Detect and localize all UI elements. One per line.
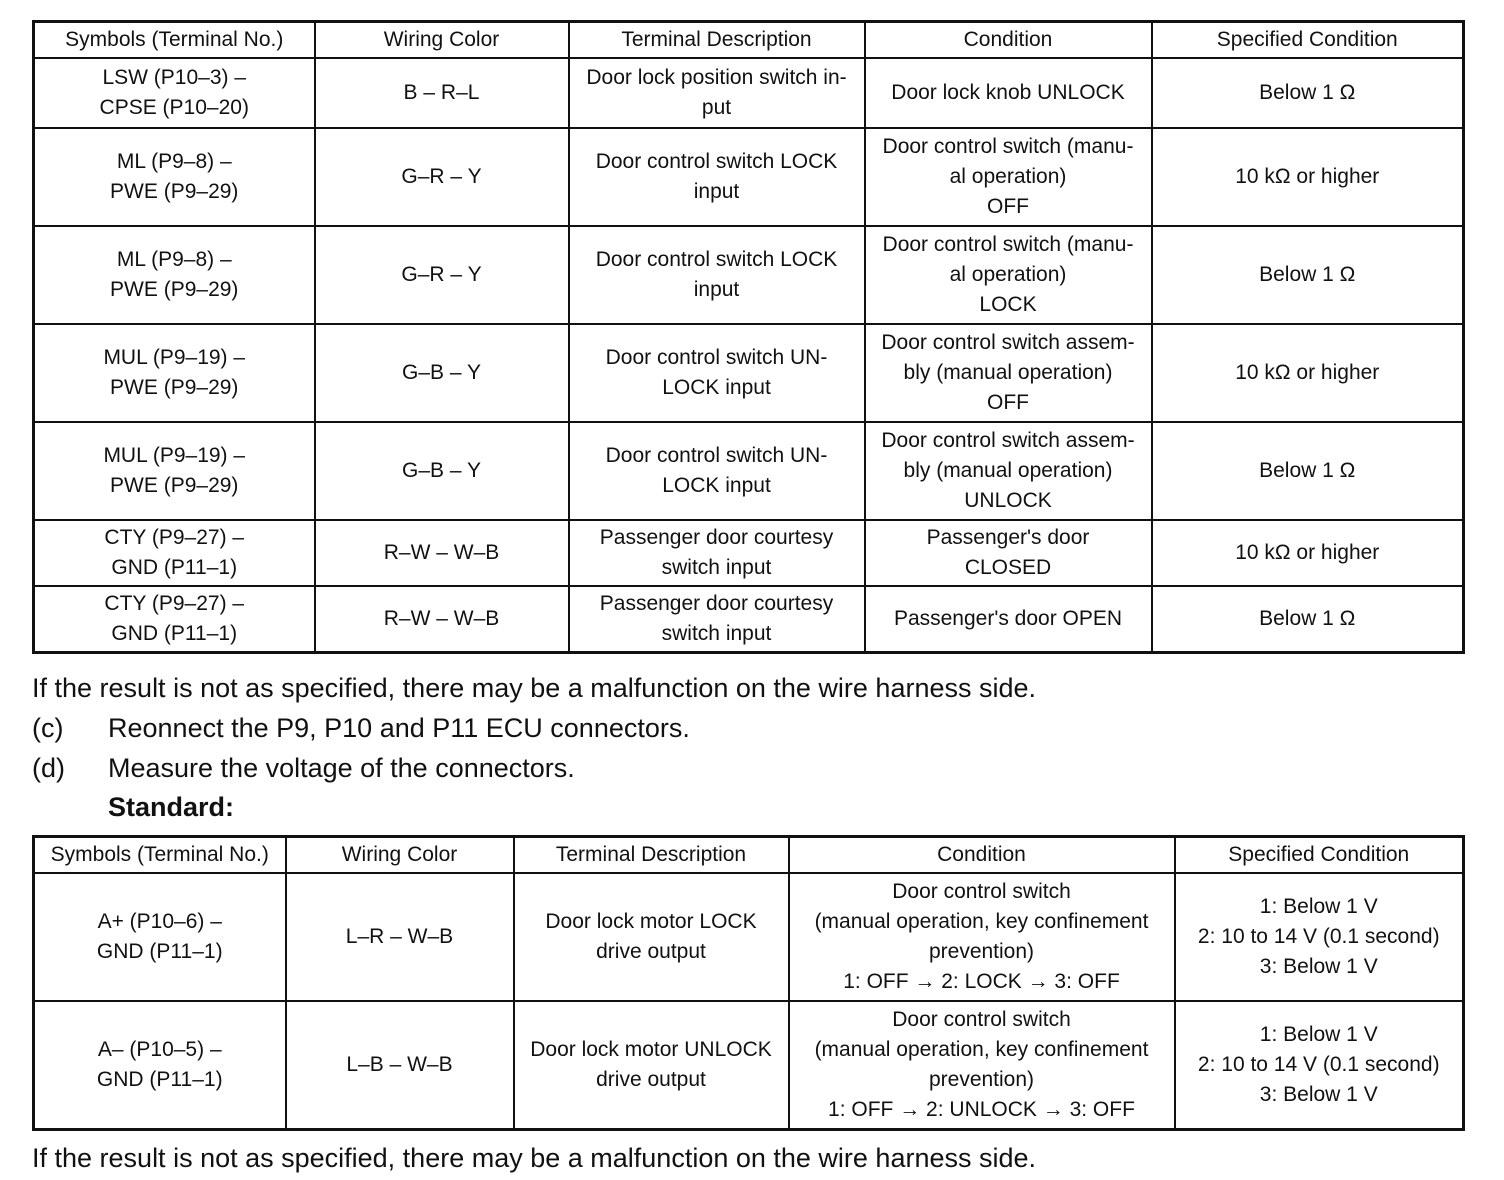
cell-wiring-color: G–R – Y [315,128,569,226]
table-row [34,873,1464,1001]
table-row [34,1001,1464,1130]
step-c-text: Reonnect the P9, P10 and P11 ECU connectors. [108,713,690,743]
cell-terminal-description: Door lock motor LOCK drive output [514,873,789,1001]
cell-condition: Door lock knob UNLOCK [865,58,1152,128]
table-row [34,586,1464,653]
header-wiring-color: Wiring Color [286,837,514,874]
cell-wiring-color: G–R – Y [315,226,569,324]
step-d-text: Measure the voltage of the connectors. [108,753,575,783]
cell-specified-condition: 1: Below 1 V 2: 10 to 14 V (0.1 second) 3: Below 1 V [1175,1001,1464,1130]
step-d [32,750,575,786]
step-c-label: (c) [32,713,64,743]
cell-specified-condition: Below 1 Ω [1152,58,1464,128]
note-wire-harness-2: If the result is not as specified, there may be a malfunction on the wire harness side. [32,1143,1037,1173]
cell-symbols: MUL (P9–19) – PWE (P9–29) [34,324,315,422]
cell-terminal-description: Door control switch LOCK input [569,226,865,324]
cell-wiring-color: R–W – W–B [315,520,569,586]
cell-condition: Door control switch assem- bly (manual operation) OFF [865,324,1152,422]
table-row [34,128,1464,226]
cell-specified-condition: 10 kΩ or higher [1152,520,1464,586]
cell-terminal-description: Door lock motor UNLOCK drive output [514,1001,789,1130]
header-terminal-description: Terminal Description [569,22,865,59]
resistance-spec-table [32,20,1465,654]
cell-wiring-color: L–B – W–B [286,1001,514,1130]
cell-specified-condition: Below 1 Ω [1152,586,1464,653]
cell-wiring-color: L–R – W–B [286,873,514,1001]
cell-specified-condition: Below 1 Ω [1152,422,1464,520]
cell-specified-condition: 1: Below 1 V 2: 10 to 14 V (0.1 second) 3: Below 1 V [1175,873,1464,1001]
table-row [34,324,1464,422]
header-condition: Condition [789,837,1175,874]
cell-condition: Door control switch (manu- al operation) OFF [865,128,1152,226]
step-c [32,710,690,746]
table-row [34,226,1464,324]
cell-specified-condition: 10 kΩ or higher [1152,128,1464,226]
cell-terminal-description: Door control switch UN- LOCK input [569,324,865,422]
header-terminal-description: Terminal Description [514,837,789,874]
step-d-label: (d) [32,753,65,783]
table-header-row [34,837,1464,874]
cell-condition: Passenger's door OPEN [865,586,1152,653]
cell-condition: Passenger's door CLOSED [865,520,1152,586]
cell-specified-condition: Below 1 Ω [1152,226,1464,324]
header-specified-condition: Specified Condition [1175,837,1464,874]
cell-terminal-description: Door lock position switch in- put [569,58,865,128]
cell-condition: Door control switch (manual operation, key confinement prevention) 1: OFF → 2: LOCK → 3: OFF [789,873,1175,1001]
cell-wiring-color: R–W – W–B [315,586,569,653]
cell-condition: Door control switch assem- bly (manual operation) UNLOCK [865,422,1152,520]
cell-condition: Door control switch (manu- al operation) LOCK [865,226,1152,324]
cell-symbols: A– (P10–5) – GND (P11–1) [34,1001,286,1130]
table-header-row [34,22,1464,59]
voltage-spec-table [32,835,1465,1131]
cell-symbols: CTY (P9–27) – GND (P11–1) [34,586,315,653]
cell-terminal-description: Passenger door courtesy switch input [569,586,865,653]
header-specified-condition: Specified Condition [1152,22,1464,59]
cell-wiring-color: G–B – Y [315,422,569,520]
table-row [34,520,1464,586]
cell-symbols: A+ (P10–6) – GND (P11–1) [34,873,286,1001]
cell-condition: Door control switch (manual operation, key confinement prevention) 1: OFF → 2: UNLOCK → 3: OFF [789,1001,1175,1130]
header-symbols: Symbols (Terminal No.) [34,22,315,59]
header-wiring-color: Wiring Color [315,22,569,59]
table-row [34,422,1464,520]
cell-symbols: LSW (P10–3) – CPSE (P10–20) [34,58,315,128]
cell-symbols: MUL (P9–19) – PWE (P9–29) [34,422,315,520]
cell-symbols: ML (P9–8) – PWE (P9–29) [34,226,315,324]
cell-terminal-description: Door control switch UN- LOCK input [569,422,865,520]
table-row [34,58,1464,128]
cell-terminal-description: Door control switch LOCK input [569,128,865,226]
cell-symbols: CTY (P9–27) – GND (P11–1) [34,520,315,586]
header-condition: Condition [865,22,1152,59]
cell-wiring-color: G–B – Y [315,324,569,422]
cell-wiring-color: B – R–L [315,58,569,128]
cell-specified-condition: 10 kΩ or higher [1152,324,1464,422]
note-wire-harness: If the result is not as specified, there may be a malfunction on the wire harness side. [32,673,1037,703]
header-symbols: Symbols (Terminal No.) [34,837,286,874]
cell-symbols: ML (P9–8) – PWE (P9–29) [34,128,315,226]
cell-terminal-description: Passenger door courtesy switch input [569,520,865,586]
standard-label: Standard: [108,792,235,822]
